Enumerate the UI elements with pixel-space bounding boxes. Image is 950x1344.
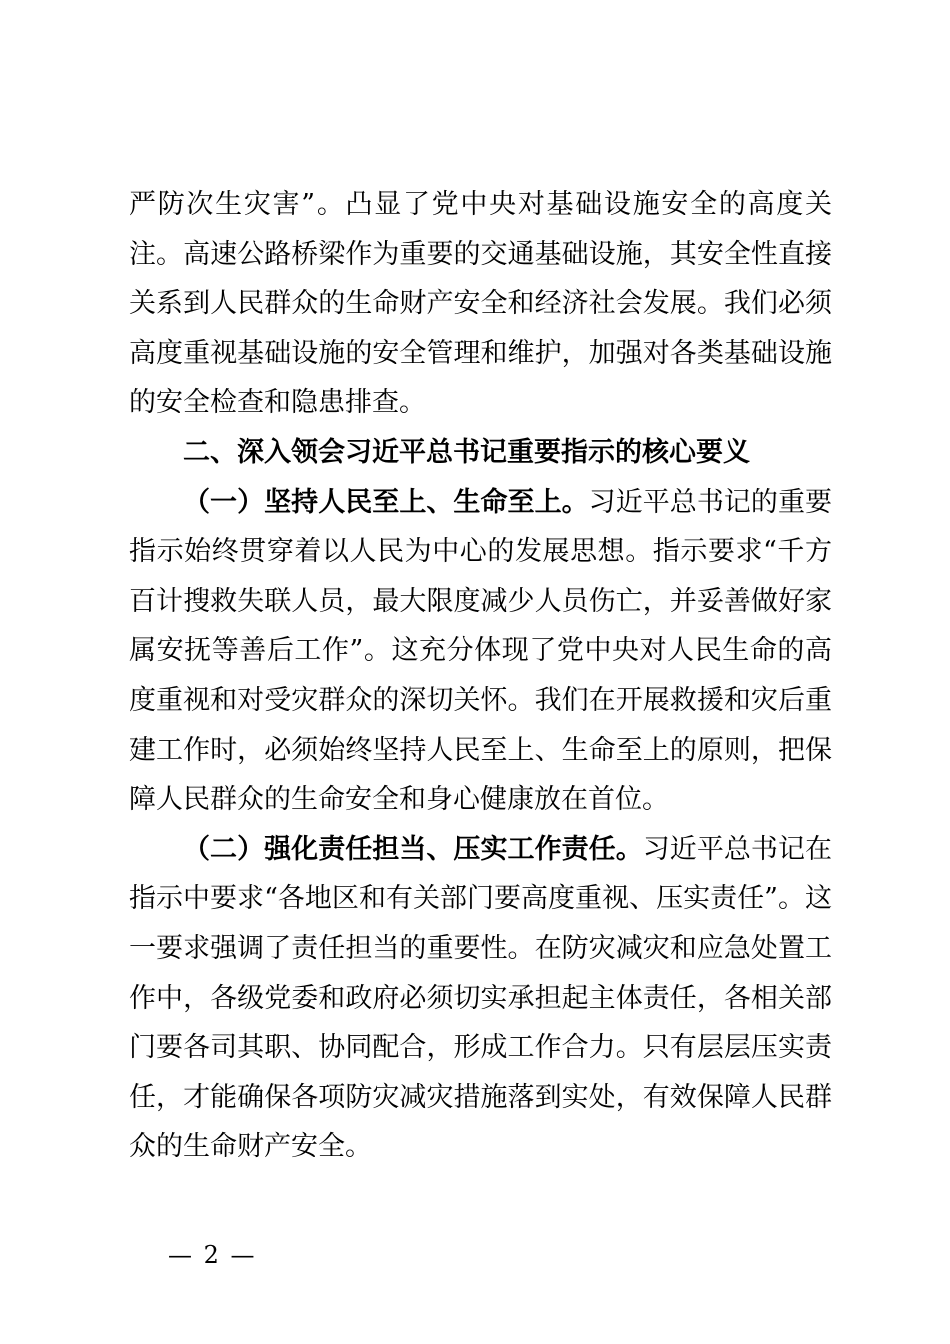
document-body [129,180,832,1172]
paragraph-continuation: 严防次生灾害”。凸显了党中央对基础设施安全的高度关注。高速公路桥梁作为重要的交通基础设施，其安全性直接关系到人民群众的生命财产安全和经济社会发展。我们必须高度重视基础设施的安全管理和维护，加强对各类基础设施的安全检查和隐患排查。 [129,189,832,419]
section-heading: 二、深入领会习近平总书记重要指示的核心要义 [183,436,750,468]
subsection-1-body: 习近平总书记的重要指示始终贯穿着以人民为中心的发展思想。指示要求“千方百计搜救失联人员，最大限度减少人员伤亡，并妥善做好家属安抚等善后工作”。这充分体现了党中央对人民生命的高度重视和对受灾群众的深切关怀。我们在开展救援和灾后重建工作时，必须始终坚持人民至上、生命至上的原则，把保障人民群众的生命安全和身心健康放在首位。 [129,486,833,816]
subsection-2 [129,825,832,1172]
subsection-2-title: （二）强化责任担当、压实工作责任。 [183,833,643,865]
subsection-2-body: 习近平总书记在指示中要求“各地区和有关部门要高度重视、压实责任”。这一要求强调了责任担当的重要性。在防灾减灾和应急处置工作中，各级党委和政府必须切实承担起主体责任，各相关部门要各司其职、协同配合，形成工作合力。只有层层压实责任，才能确保各项防灾减灾措施落到实处，有效保障人民群众的生命财产安全。 [129,833,833,1163]
subsection-1 [129,478,832,825]
page-number: — 2 — [168,1241,257,1269]
subsection-1-title: （一）坚持人民至上、生命至上。 [183,486,589,518]
